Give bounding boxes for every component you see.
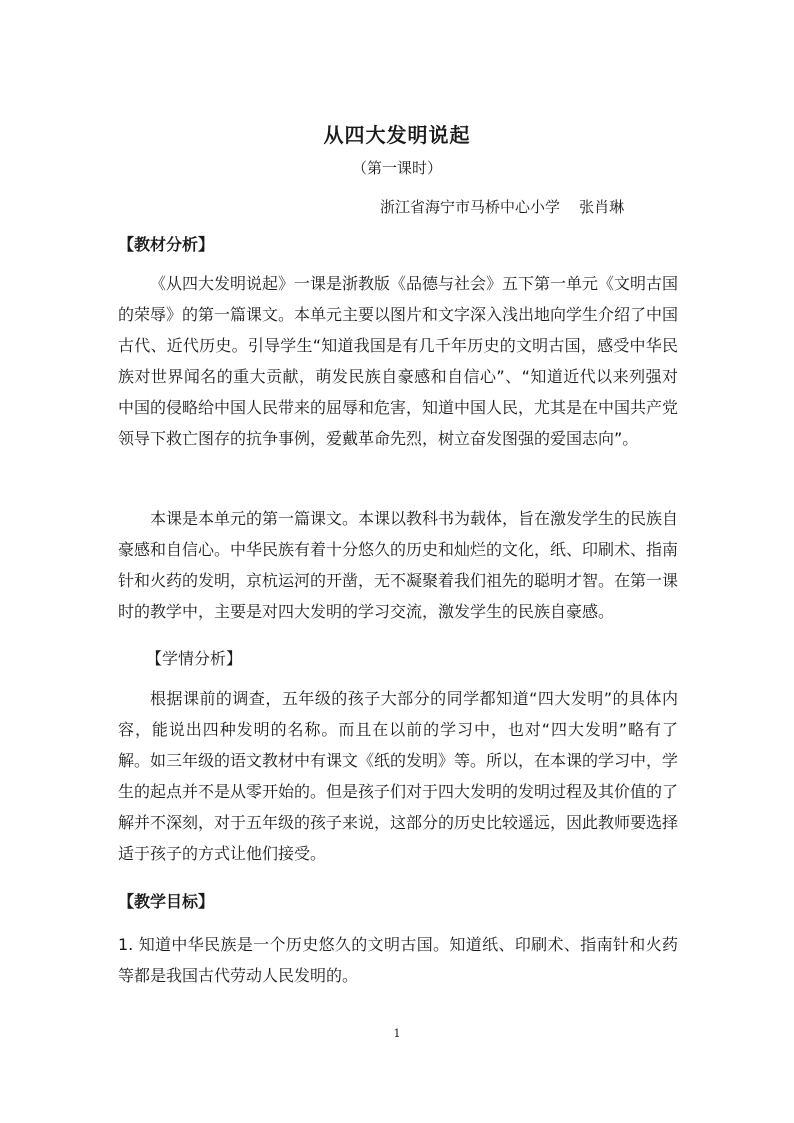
author-line: 浙江省海宁市马桥中心小学 张肖琳 (380, 198, 625, 216)
material-paragraph-1: 《从四大发明说起》一课是浙教版《品德与社会》五下第一单元《文明古国的荣辱》的第一篇课文。本单元主要以图片和文字深入浅出地向学生介绍了中国古代、近代历史。引导学生“知道我国是有几千年历史的文明古国，感受中华民族对世界闻名的重大贡献，萌发民族自豪感和自信心”、“知道近代以来列强对中国的侵略给中国人民带来的屈辱和危害，知道中国人民，尤其是在中国共产党领导下救亡图存的抗争事例，爱戴革命先烈，树立奋发图强的爱国志向”。 (118, 274, 679, 448)
students-paragraph-1: 根据课前的调查，五年级的孩子大部分的同学都知道“四大发明”的具体内容，能说出四种发明的名称。而且在以前的学习中，也对“四大发明”略有了解。如三年级的语文教材中有课文《纸的发明》等。所以，在本课的学习中，学生的起点并不是从零开始的。但是孩子们对于四大发明的发明过程及其价值的了解并不深刻，对于五年级的孩子来说，这部分的历史比较遥远，因此教师要选择适于孩子的方式让他们接受。 (118, 689, 679, 863)
section-heading-goals: 【教学目标】 (118, 892, 215, 911)
section-heading-students: 【学情分析】 (146, 649, 243, 668)
document-title: 从四大发明说起 (323, 123, 471, 147)
lesson-period: （第一课时） (351, 159, 442, 177)
material-paragraph-2: 本课是本单元的第一篇课文。本课以教科书为载体，旨在激发学生的民族自豪感和自信心。中华民族有着十分悠久的历史和灿烂的文化，纸、印刷术、指南针和火药的发明，京杭运河的开凿，无不凝聚着我们祖先的聪明才智。在第一课时的教学中，主要是对四大发明的学习交流，激发学生的民族自豪感。 (118, 509, 679, 621)
section-heading-material: 【教材分析】 (118, 235, 215, 254)
goal-item-1: 1. 知道中华民族是一个历史悠久的文明古国。知道纸、印刷术、指南针和火药等都是我国古代劳动人民发明的。 (118, 935, 678, 985)
page-number: 1 (393, 1027, 401, 1040)
